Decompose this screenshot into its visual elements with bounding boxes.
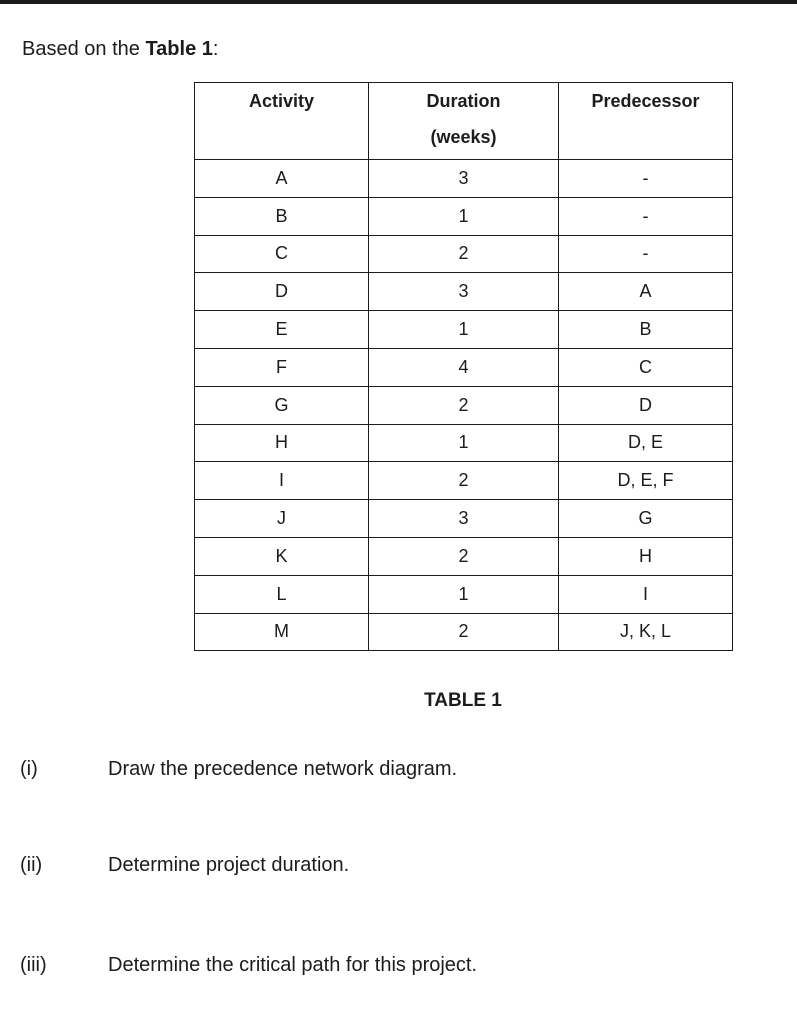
predecessor-cell: - [559, 235, 733, 273]
activity-cell: C [195, 235, 369, 273]
question-number: (i) [20, 758, 38, 780]
duration-cell: 1 [369, 575, 559, 613]
header-duration [369, 83, 559, 160]
activity-cell: K [195, 537, 369, 575]
question-text: Determine the critical path for this project. [108, 954, 478, 976]
activity-cell: D [195, 273, 369, 311]
table-row [195, 235, 733, 273]
table-row [195, 575, 733, 613]
duration-cell: 2 [369, 537, 559, 575]
header-activity: Activity [195, 83, 369, 160]
intro-text [22, 38, 218, 61]
table-caption: TABLE 1 [424, 690, 502, 711]
predecessor-cell: D, E, F [559, 462, 733, 500]
predecessor-cell: - [559, 197, 733, 235]
table-header-row [195, 83, 733, 160]
table-row [195, 537, 733, 575]
table-row [195, 386, 733, 424]
predecessor-cell: C [559, 348, 733, 386]
duration-cell: 2 [369, 235, 559, 273]
predecessor-cell: - [559, 160, 733, 198]
activity-cell: M [195, 613, 369, 651]
activity-cell: L [195, 575, 369, 613]
predecessor-cell: D [559, 386, 733, 424]
table-row [195, 273, 733, 311]
duration-cell: 1 [369, 424, 559, 462]
duration-cell: 2 [369, 386, 559, 424]
table-row [195, 613, 733, 651]
activity-cell: A [195, 160, 369, 198]
duration-cell: 1 [369, 197, 559, 235]
intro-suffix: : [212, 38, 219, 60]
predecessor-cell: H [559, 537, 733, 575]
predecessor-cell: G [559, 500, 733, 538]
question-text: Determine project duration. [108, 854, 350, 876]
question-number: (iii) [20, 954, 47, 976]
activity-cell: B [195, 197, 369, 235]
header-duration-line2: (weeks) [430, 127, 497, 147]
table-row [195, 348, 733, 386]
duration-cell: 3 [369, 160, 559, 198]
table-row [195, 500, 733, 538]
table-row [195, 160, 733, 198]
predecessor-cell: A [559, 273, 733, 311]
activity-cell: G [195, 386, 369, 424]
table-row [195, 311, 733, 349]
table-row [195, 424, 733, 462]
activity-cell: F [195, 348, 369, 386]
predecessor-cell: D, E [559, 424, 733, 462]
question-number: (ii) [20, 854, 43, 876]
activity-cell: H [195, 424, 369, 462]
header-predecessor: Predecessor [559, 83, 733, 160]
duration-cell: 2 [369, 613, 559, 651]
duration-cell: 1 [369, 311, 559, 349]
duration-cell: 3 [369, 500, 559, 538]
table-row [195, 197, 733, 235]
activity-cell: E [195, 311, 369, 349]
question-text: Draw the precedence network diagram. [108, 758, 458, 780]
activity-cell: J [195, 500, 369, 538]
header-duration-line1: Duration [426, 91, 501, 111]
activity-table [194, 82, 733, 651]
intro-prefix: Based on the [22, 38, 146, 60]
activity-cell: I [195, 462, 369, 500]
duration-cell: 4 [369, 348, 559, 386]
intro-table-ref: Table 1 [145, 38, 213, 60]
predecessor-cell: J, K, L [559, 613, 733, 651]
table-row [195, 462, 733, 500]
predecessor-cell: I [559, 575, 733, 613]
predecessor-cell: B [559, 311, 733, 349]
duration-cell: 2 [369, 462, 559, 500]
top-border [0, 0, 797, 4]
duration-cell: 3 [369, 273, 559, 311]
